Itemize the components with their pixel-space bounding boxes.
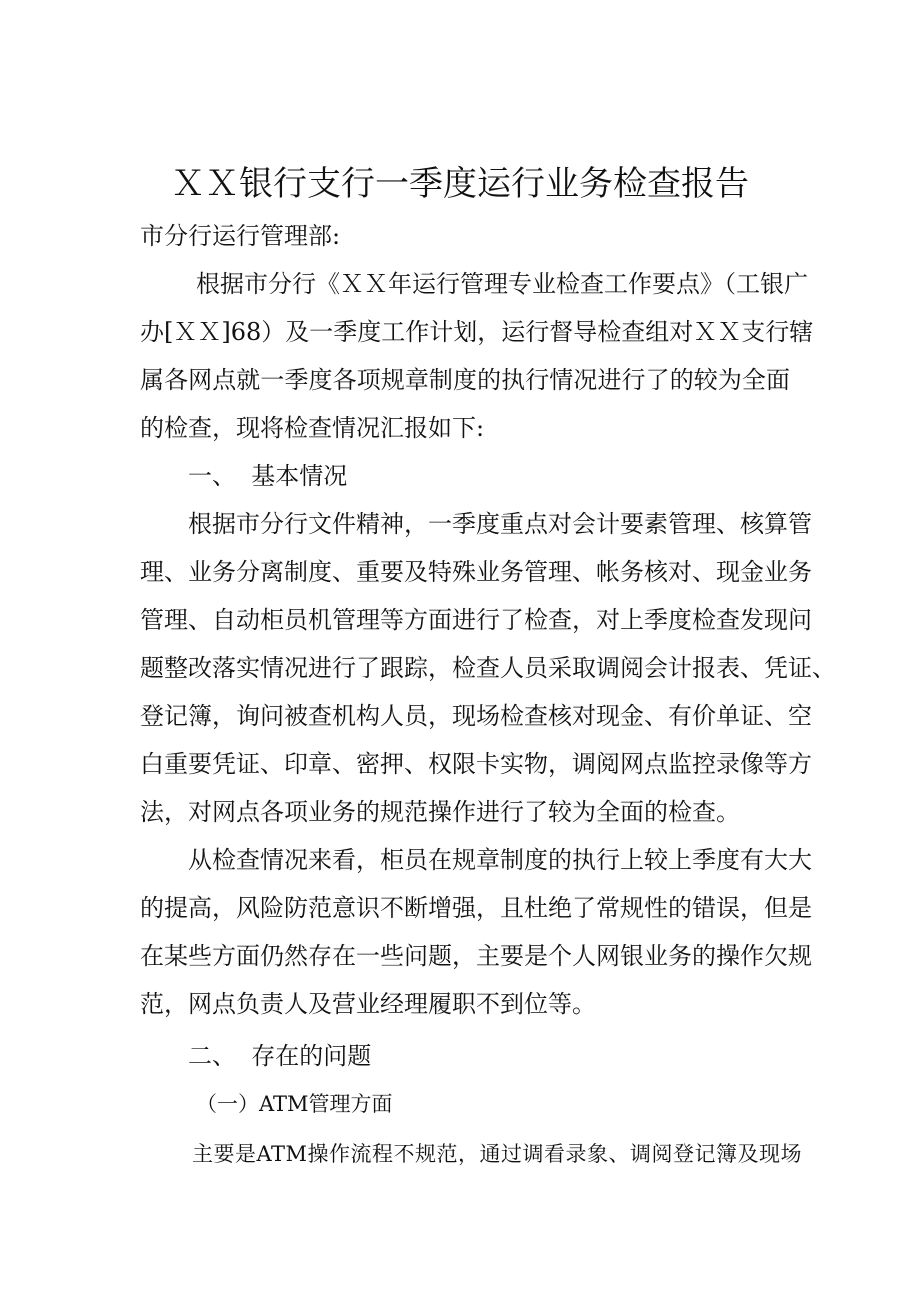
paragraph-line: 的检查，现将检查情况汇报如下: bbox=[140, 414, 485, 442]
subsection-heading: （一）ATM管理方面 bbox=[196, 1092, 393, 1116]
section-heading: 二、 存在的问题 bbox=[188, 1042, 372, 1070]
addressee: 市分行运行管理部: bbox=[140, 222, 341, 250]
paragraph-line: 在某些方面仍然存在一些问题，主要是个人网银业务的操作欠规 bbox=[140, 942, 812, 970]
paragraph-line: 属各网点就一季度各项规章制度的执行情况进行了的较为全面 bbox=[140, 366, 790, 394]
document-title: ＸＸ银行支行一季度运行业务检查报告 bbox=[171, 164, 749, 204]
paragraph-line: 白重要凭证、印章、密押、权限卡实物，调阅网点监控录像等方 bbox=[140, 750, 812, 778]
paragraph-line: 题整改落实情况进行了跟踪，检查人员采取调阅会计报表、凭证、 bbox=[140, 654, 836, 682]
paragraph-line: 范，网点负责人及营业经理履职不到位等。 bbox=[140, 990, 596, 1018]
paragraph-line: 管理、自动柜员机管理等方面进行了检查，对上季度检查发现问 bbox=[140, 606, 812, 634]
paragraph-line: 根据市分行《ＸＸ年运行管理专业检查工作要点》（工银广 bbox=[196, 270, 808, 298]
paragraph-line: 主要是ATM操作流程不规范，通过调看录象、调阅登记簿及现场 bbox=[192, 1142, 803, 1166]
paragraph-line: 办[ＸＸ]68）及一季度工作计划，运行督导检查组对ＸＸ支行辖 bbox=[140, 318, 814, 346]
paragraph-line: 登记簿，询问被查机构人员，现场检查核对现金、有价单证、空 bbox=[140, 702, 812, 730]
paragraph-line: 法，对网点各项业务的规范操作进行了较为全面的检查。 bbox=[140, 798, 740, 826]
paragraph-line: 从检查情况来看，柜员在规章制度的执行上较上季度有大大 bbox=[188, 846, 812, 874]
paragraph-line: 根据市分行文件精神，一季度重点对会计要素管理、核算管 bbox=[188, 510, 812, 538]
paragraph-line: 理、业务分离制度、重要及特殊业务管理、帐务核对、现金业务 bbox=[140, 558, 812, 586]
section-heading: 一、 基本情况 bbox=[188, 462, 348, 490]
paragraph-line: 的提高，风险防范意识不断增强，且杜绝了常规性的错误，但是 bbox=[140, 894, 812, 922]
